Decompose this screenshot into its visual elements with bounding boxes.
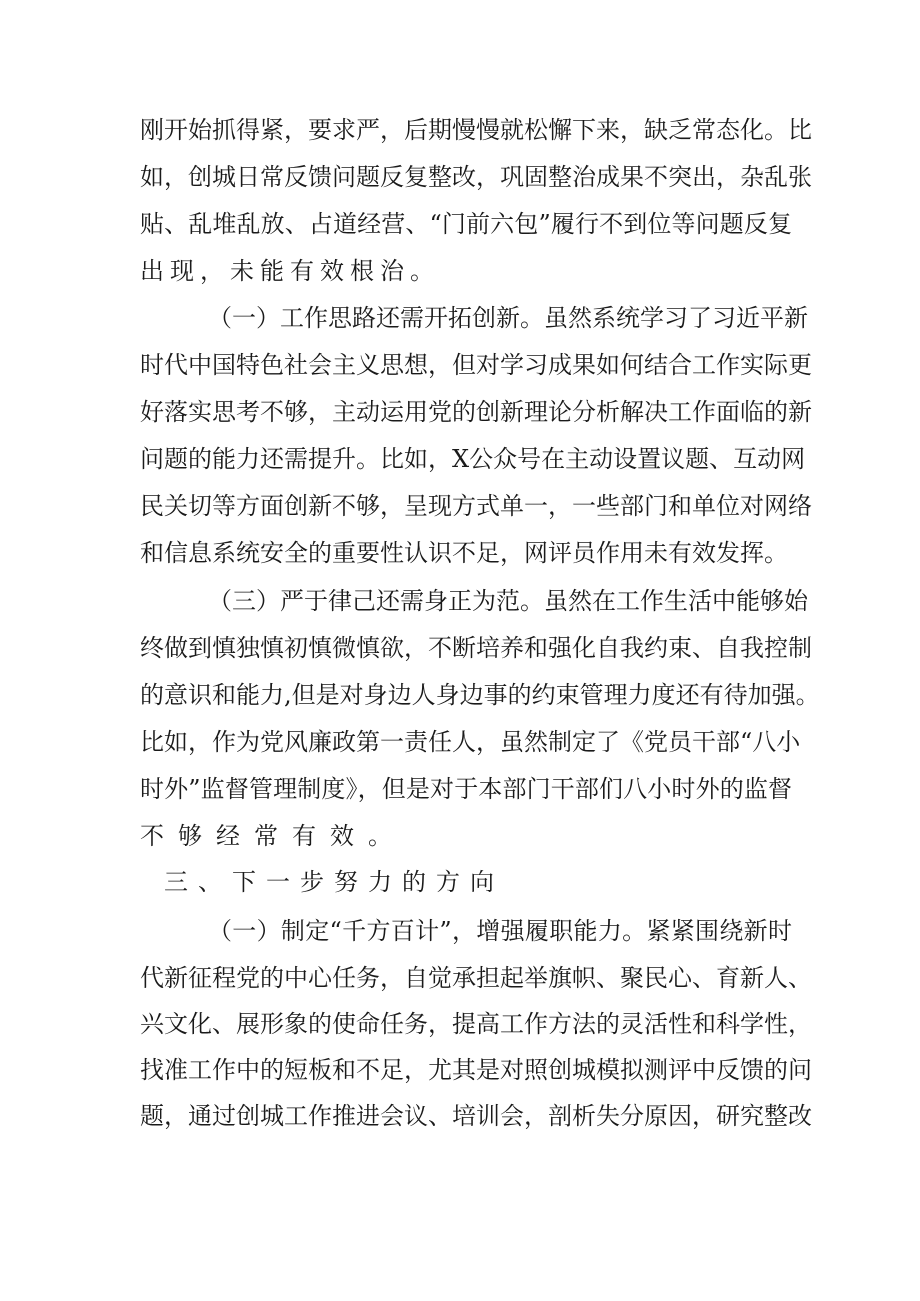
text-line: （一）工作思路还需开拓创新。虽然系统学习了习近平新 [208,304,808,332]
text-line: 终做到慎独慎初慎微慎欲，不断培养和强化自我约束、自我控制 [140,634,812,662]
text-line: 好落实思考不够，主动运用党的创新理论分析解决工作面临的新 [140,398,812,426]
text-line: 时外”监督管理制度》，但是对于本部门干部们八小时外的监督 [140,775,792,803]
text-line: 出现，未能有效根治。 [140,257,440,285]
text-line: 如，创城日常反馈问题反复整改，巩固整治成果不突出，杂乱张 [140,163,812,191]
text-line: 问题的能力还需提升。比如，X公众号在主动设置议题、互动网 [140,445,806,473]
text-line: （一）制定“千方百计”，增强履职能力。紧紧围绕新时 [208,917,792,945]
text-line: 兴文化、展形象的使命任务，提高工作方法的灵活性和科学性， [140,1010,812,1038]
text-line: 题，通过创城工作推进会议、培训会，剖析失分原因，研究整改 [140,1102,812,1130]
text-line: 时代中国特色社会主义思想，但对学习成果如何结合工作实际更 [140,351,812,379]
text-line: 刚开始抓得紧，要求严，后期慢慢就松懈下来，缺乏常态化。比 [140,116,812,144]
text-line: 的意识和能力,但是对身边人身边事的约束管理力度还有待加强。 [140,681,820,709]
text-line: 代新征程党的中心任务，自觉承担起举旗帜、聚民心、育新人、 [140,964,812,992]
text-line: 贴、乱堆乱放、占道经营、“门前六包”履行不到位等问题反复 [140,210,792,238]
section-heading: 三、下一步努力的方向 [164,868,504,896]
text-line: 和信息系统安全的重要性认识不足，网评员作用未有效发挥。 [140,539,788,567]
text-line: 比如，作为党风廉政第一责任人，虽然制定了《党员干部“八小 [140,728,801,756]
text-line: 找准工作中的短板和不足，尤其是对照创城模拟测评中反馈的问 [140,1056,812,1084]
text-line: （三）严于律己还需身正为范。虽然在工作生活中能够始 [208,587,808,615]
text-line: 不够经常有效。 [140,822,406,850]
text-line: 民关切等方面创新不够，呈现方式单一，一些部门和单位对网络 [140,492,812,520]
